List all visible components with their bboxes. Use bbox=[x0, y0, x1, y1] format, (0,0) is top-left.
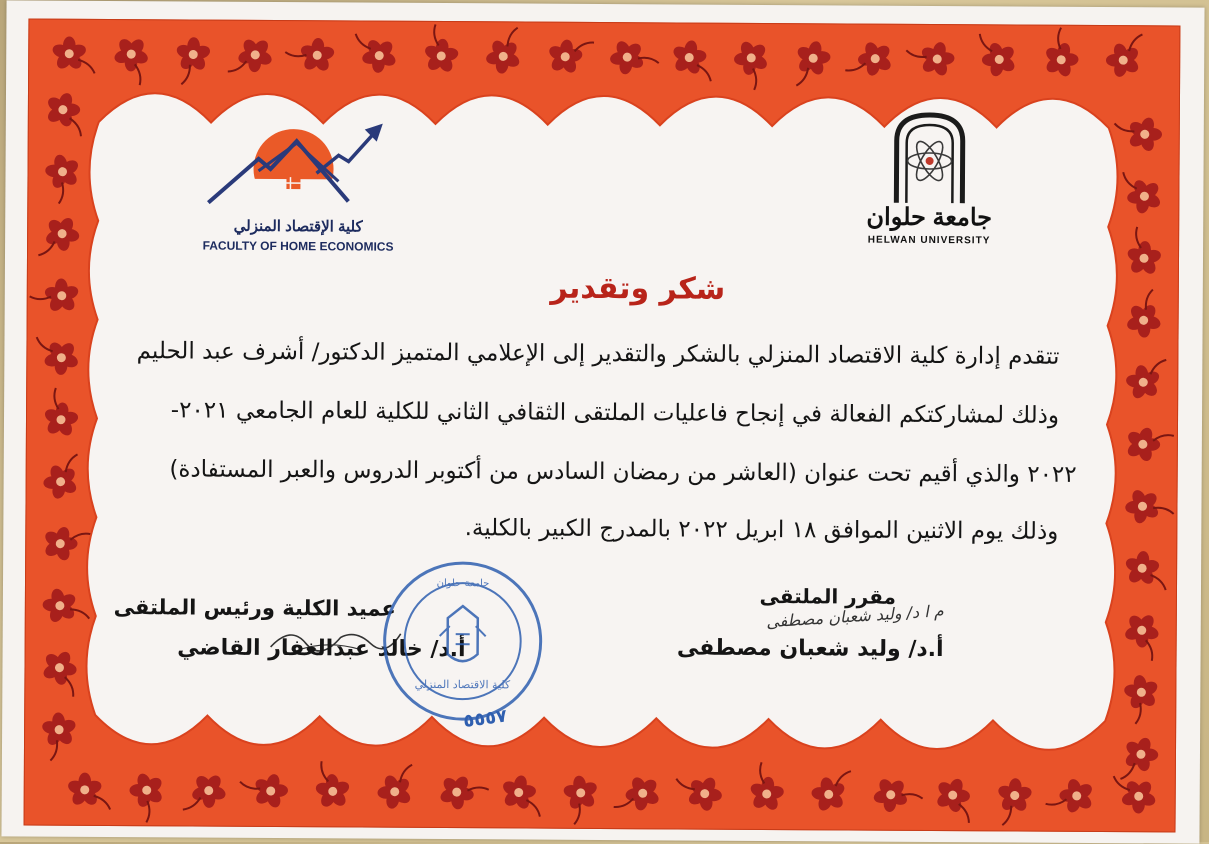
certificate-sheet bbox=[1, 0, 1204, 843]
faculty-logo bbox=[198, 111, 399, 252]
faculty-name-en: FACULTY OF HOME ECONOMICS bbox=[198, 239, 398, 254]
faculty-name-ar: كلية الإقتصاد المنزلي bbox=[218, 217, 378, 236]
coordinator-role: مقرر الملتقى bbox=[676, 583, 896, 608]
svg-text:جامعة حلوان: جامعة حلوان bbox=[437, 578, 490, 589]
coordinator-handwritten-signature: م ا د/ وليد شعبان مصطفى bbox=[683, 601, 944, 637]
house-sun-arrow-icon bbox=[198, 111, 399, 222]
dean-role: عميد الكلية ورئيس الملتقى bbox=[136, 595, 396, 621]
ornamental-frame bbox=[24, 18, 1181, 832]
body-line-4: وذلك يوم الاثنين الموافق ١٨ ابريل ٢٠٢٢ بالمدرج الكبير بالكلية. bbox=[118, 513, 1058, 545]
stamp-number: ٥٥٥٧ bbox=[449, 704, 521, 734]
body-line-3: ٢٠٢٢ والذي أقيم تحت عنوان (العاشر من رمضان السادس من أكتوبر الدروس والعبر المستفادة) bbox=[97, 456, 1077, 488]
certificate-title: شكر وتقدير bbox=[468, 270, 808, 307]
university-logo bbox=[854, 111, 1005, 252]
university-name-en: HELWAN UNIVERSITY bbox=[854, 235, 1004, 247]
body-line-1: تتقدم إدارة كلية الاقتصاد المنزلي بالشكر والتقدير إلى الإعلامي المتميز الدكتور/ أشرف عبد الحليم bbox=[119, 338, 1059, 370]
svg-text:كلية الاقتصاد المنزلي: كلية الاقتصاد المنزلي bbox=[415, 678, 511, 692]
official-stamp bbox=[377, 556, 548, 727]
university-name-ar: جامعة حلوان bbox=[854, 203, 1004, 233]
coordinator-name: أ.د/ وليد شعبان مصطفى bbox=[644, 635, 944, 662]
dean-name: أ.د/ خالد عبدالغفار القاضي bbox=[136, 635, 466, 662]
body-line-2: وذلك لمشاركتكم الفعالة في إنجاح فاعليات الملتقى الثقافي الثاني للكلية للعام الجامعي ٢٠٢١- bbox=[119, 397, 1059, 429]
atom-arch-icon bbox=[854, 111, 1005, 208]
